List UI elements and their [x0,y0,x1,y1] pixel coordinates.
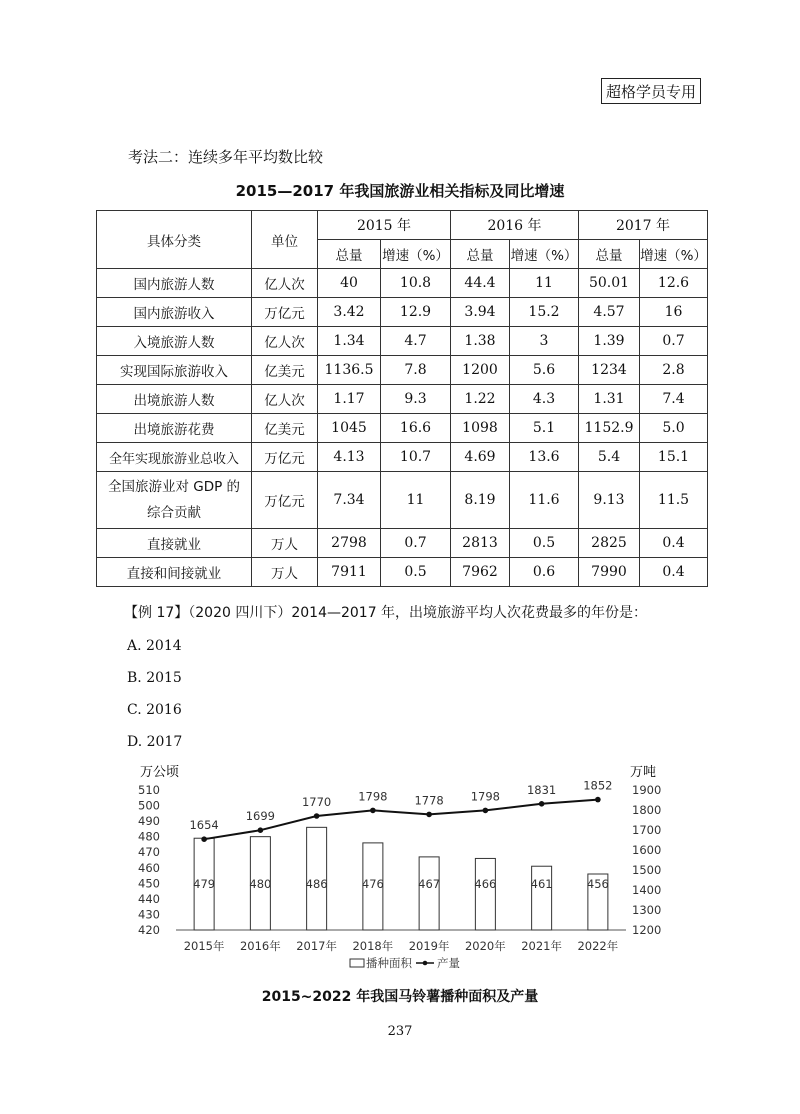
left-tick-label: 470 [138,845,160,860]
right-axis-label: 万吨 [630,765,657,780]
legend-line-label: 产量 [437,956,460,970]
cell: 3 [510,327,579,356]
left-tick-label: 510 [138,783,160,797]
question-stem: 【例 17】（2020 四川下）2014—2017 年，出境旅游平均人次花费最多的年份是： [124,605,648,621]
bar-area [532,866,552,930]
left-tick-label: 480 [138,829,160,844]
cell: 1136.5 [318,356,381,385]
line-data-label: 1654 [189,818,219,833]
left-axis-label: 万公顷 [140,765,180,780]
left-tick-label: 430 [138,907,160,922]
cell: 8.19 [451,472,510,529]
right-tick-label: 1800 [632,803,662,817]
table-row [97,269,708,298]
table-row [97,327,708,356]
cell: 3.42 [318,298,381,327]
bar-data-label: 476 [361,877,384,891]
cell: 4.69 [451,443,510,472]
header-year: 2017 年 [579,211,708,240]
left-tick-label: 420 [138,923,160,937]
cell: 4.57 [579,298,640,327]
x-tick-label: 2021年 [521,939,563,953]
row-name-line: 全国旅游业对 GDP 的 [107,479,241,495]
table-row [97,298,708,327]
cell: 1045 [318,414,381,443]
row-name: 国内旅游收入 [97,298,252,327]
cell: 44.4 [451,269,510,298]
right-tick-label: 1500 [632,863,662,877]
left-tick-label: 490 [138,814,160,829]
table-row [97,443,708,472]
cell: 7.8 [381,356,451,385]
cell: 1.39 [579,327,640,356]
row-unit: 亿人次 [252,327,318,356]
line-data-label: 1699 [245,809,276,824]
row-unit: 亿人次 [252,269,318,298]
bar-data-label: 456 [586,877,609,891]
page-number: 237 [387,1024,413,1039]
right-tick-label: 1600 [632,843,662,857]
subheader-growth: 增速（%） [640,240,708,269]
cell: 40 [318,269,381,298]
option-d: D. 2017 [127,734,183,750]
cell: 5.0 [640,414,708,443]
section-title: 考法二：连续多年平均数比较 [128,148,324,166]
x-tick-label: 2020年 [464,939,506,953]
row-name: 全年实现旅游业总收入 [97,443,252,472]
cell: 2825 [579,529,640,558]
cell: 12.6 [640,269,708,298]
line-data-label: 1798 [358,789,388,804]
cell: 0.5 [381,558,451,587]
line-point [258,827,264,833]
row-unit: 亿美元 [252,356,318,385]
left-tick-label: 500 [138,798,160,813]
cell: 7911 [318,558,381,587]
cell: 16 [640,298,708,327]
left-tick-label: 460 [138,860,160,875]
x-tick-label: 2016年 [239,939,281,953]
cell: 2798 [318,529,381,558]
cell: 1.22 [451,385,510,414]
row-name: 实现国际旅游收入 [97,356,252,385]
row-name-line: 综合贡献 [147,505,201,521]
bar-data-label: 461 [530,877,553,891]
left-tick-label: 440 [138,891,160,906]
cell: 1.31 [579,385,640,414]
cell: 1234 [579,356,640,385]
cell: 10.8 [381,269,451,298]
line-data-label: 1770 [301,795,332,809]
header-unit: 单位 [252,211,318,269]
x-tick-label: 2022年 [577,939,619,953]
legend-line-marker [423,961,428,966]
subheader-total: 总量 [579,240,640,269]
line-data-label: 1852 [583,778,613,793]
cell: 5.6 [510,356,579,385]
student-only-badge: 超格学员专用 [601,78,701,104]
table-row [97,529,708,558]
table-header-row [97,211,708,240]
line-data-label: 1778 [414,793,444,808]
line-point [539,801,545,807]
bar-data-label: 479 [193,877,216,891]
option-a: A. 2014 [127,638,182,654]
header-year: 2016 年 [451,211,579,240]
right-tick-label: 1400 [632,883,662,897]
subheader-growth: 增速（%） [381,240,451,269]
right-tick-label: 1900 [632,783,662,797]
row-name: 出境旅游花费 [97,414,252,443]
line-point [483,808,489,814]
cell: 4.13 [318,443,381,472]
x-tick-label: 2019年 [408,939,450,953]
row-unit: 万人 [252,558,318,587]
right-tick-label: 1200 [632,923,662,937]
cell: 4.3 [510,385,579,414]
cell: 7962 [451,558,510,587]
row-name: 直接就业 [97,529,252,558]
row-name: 直接和间接就业 [97,558,252,587]
table-row [97,356,708,385]
cell: 11.6 [510,472,579,529]
cell: 9.13 [579,472,640,529]
cell: 11 [381,472,451,529]
potato-chart [0,760,800,982]
cell: 7.34 [318,472,381,529]
subheader-total: 总量 [318,240,381,269]
line-data-label: 1831 [526,782,557,797]
cell: 0.5 [510,529,579,558]
row-unit: 万人 [252,529,318,558]
cell: 9.3 [381,385,451,414]
cell: 1152.9 [579,414,640,443]
cell: 4.7 [381,327,451,356]
cell: 0.4 [640,558,708,587]
table-row [97,558,708,587]
header-category: 具体分类 [97,211,252,269]
row-unit: 万亿元 [252,472,318,529]
cell: 1098 [451,414,510,443]
row-unit: 万亿元 [252,298,318,327]
option-b: B. 2015 [127,670,182,686]
cell: 10.7 [381,443,451,472]
line-point [314,813,320,819]
row-name: 国内旅游人数 [97,269,252,298]
cell: 2813 [451,529,510,558]
cell: 15.2 [510,298,579,327]
tourism-table [96,210,708,587]
cell: 11.5 [640,472,708,529]
cell: 13.6 [510,443,579,472]
line-point [201,836,207,842]
table-row [97,385,708,414]
cell: 0.6 [510,558,579,587]
cell: 15.1 [640,443,708,472]
cell: 7990 [579,558,640,587]
row-name: 出境旅游人数 [97,385,252,414]
bar-data-label: 486 [305,877,328,891]
row-name [97,472,252,529]
cell: 0.7 [381,529,451,558]
chart-title: 2015~2022 年我国马铃薯播种面积及产量 [261,989,539,1005]
cell: 5.1 [510,414,579,443]
x-tick-label: 2018年 [352,939,394,953]
cell: 2.8 [640,356,708,385]
x-tick-label: 2015年 [183,939,225,953]
cell: 0.4 [640,529,708,558]
row-unit: 亿人次 [252,385,318,414]
cell: 50.01 [579,269,640,298]
row-unit: 亿美元 [252,414,318,443]
bar-area [419,857,439,930]
table-row [97,414,708,443]
cell: 12.9 [381,298,451,327]
table-row [97,472,708,529]
cell: 3.94 [451,298,510,327]
bar-data-label: 467 [418,877,441,891]
line-data-label: 1798 [470,789,501,804]
table-title: 2015—2017 年我国旅游业相关指标及同比增速 [235,182,565,200]
subheader-total: 总量 [451,240,510,269]
cell: 11 [510,269,579,298]
cell: 1.17 [318,385,381,414]
cell: 0.7 [640,327,708,356]
row-name: 入境旅游人数 [97,327,252,356]
line-point [370,808,376,814]
subheader-growth: 增速（%） [510,240,579,269]
legend-bar-label: 播种面积 [366,956,412,970]
cell: 5.4 [579,443,640,472]
bar-area [475,858,495,930]
left-tick-label: 450 [138,876,160,891]
cell: 1.38 [451,327,510,356]
bar-data-label: 466 [474,877,497,891]
header-year: 2015 年 [318,211,451,240]
cell: 16.6 [381,414,451,443]
line-point [595,797,601,803]
row-unit: 万亿元 [252,443,318,472]
x-tick-label: 2017年 [296,939,338,953]
bar-data-label: 480 [249,877,272,891]
legend-bar-swatch [350,959,364,967]
right-tick-label: 1700 [632,823,662,837]
cell: 1200 [451,356,510,385]
cell: 7.4 [640,385,708,414]
cell: 1.34 [318,327,381,356]
option-c: C. 2016 [127,702,182,718]
line-point [426,812,432,818]
right-tick-label: 1300 [632,903,662,917]
